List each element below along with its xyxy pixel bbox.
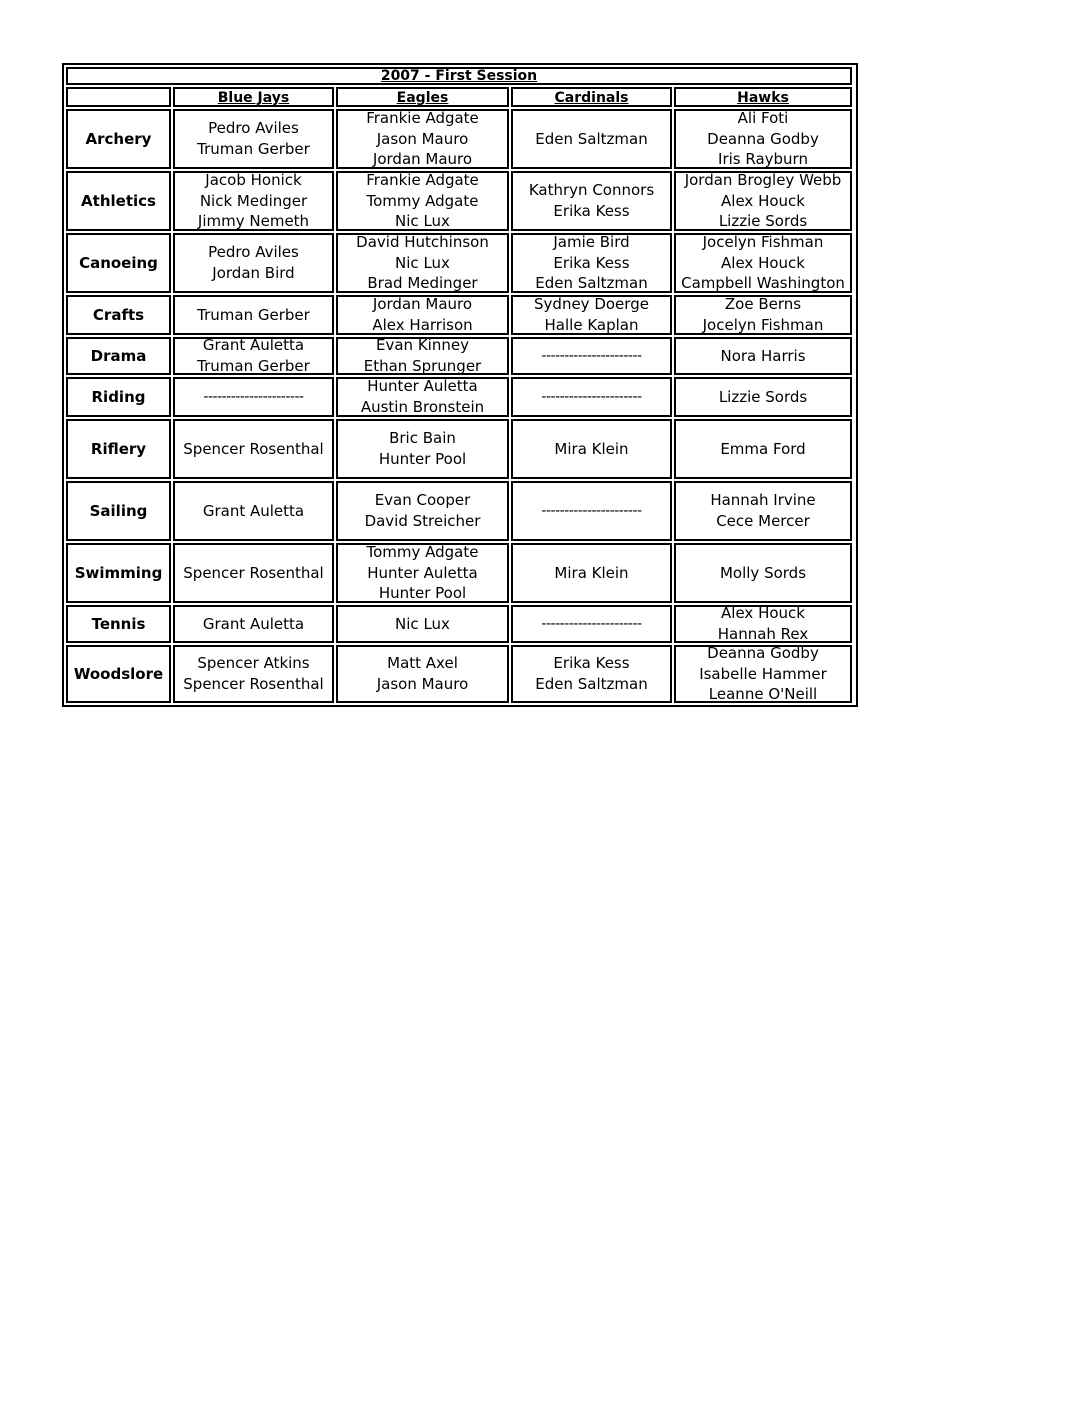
team-cell: [674, 377, 852, 417]
camper-name: Spencer Rosenthal: [183, 439, 324, 458]
team-cell: [511, 645, 672, 703]
camper-name: Hannah Rex: [717, 625, 809, 643]
camper-name: Alex Houck: [721, 605, 805, 623]
team-cell: [336, 109, 509, 169]
team-cell: [511, 337, 672, 375]
team-cell: [511, 419, 672, 479]
team-cell: [173, 377, 334, 417]
camper-name: Nic Lux: [395, 212, 450, 231]
camper-name: Leanne O'Neill: [708, 685, 818, 703]
team-cell: [336, 337, 509, 375]
team-cell: [674, 109, 852, 169]
team-cell: [336, 295, 509, 335]
team-cell: [511, 109, 672, 169]
team-cell: [674, 419, 852, 479]
camper-name: Erika Kess: [553, 253, 630, 272]
camper-name: Grant Auletta: [202, 337, 305, 355]
camper-name: Jocelyn Fishman: [702, 316, 824, 334]
activity-label: Drama: [66, 337, 171, 375]
team-cell: [336, 605, 509, 643]
column-header: Eagles: [336, 87, 509, 107]
camper-name: Jimmy Nemeth: [197, 212, 310, 231]
camper-name: Pedro Aviles: [208, 119, 299, 138]
team-cell: [674, 481, 852, 541]
team-cell: [173, 481, 334, 541]
team-cell: [173, 543, 334, 603]
camper-name: Alex Houck: [721, 191, 805, 210]
camper-name: Hunter Pool: [378, 584, 467, 603]
camper-name: Sydney Doerge: [534, 295, 649, 314]
camper-name: Jocelyn Fishman: [702, 233, 824, 252]
camper-name: Cece Mercer: [716, 512, 810, 530]
empty-placeholder: ----------------------: [541, 389, 642, 405]
camper-name: Halle Kaplan: [544, 316, 639, 334]
camper-name: Grant Auletta: [202, 614, 305, 633]
camper-name: Eden Saltzman: [535, 675, 648, 693]
table-title: 2007 - First Session: [66, 67, 852, 85]
camper-name: Pedro Aviles: [208, 243, 299, 262]
team-cell: [336, 171, 509, 231]
team-cell: [511, 481, 672, 541]
camper-name: Jordan Mauro: [372, 150, 473, 169]
camper-name: Spencer Atkins: [197, 654, 310, 673]
session-table: [62, 63, 858, 707]
camper-name: Emma Ford: [720, 439, 806, 458]
camper-name: Jason Mauro: [376, 129, 469, 148]
camper-name: Deanna Godby: [707, 129, 819, 148]
camper-name: Austin Bronstein: [360, 398, 485, 416]
team-cell: [511, 605, 672, 643]
camper-name: Deanna Godby: [707, 645, 819, 663]
camper-name: Truman Gerber: [197, 357, 310, 375]
table-grid: [66, 67, 854, 703]
activity-label: Woodslore: [66, 645, 171, 703]
camper-name: Ethan Sprunger: [363, 357, 482, 375]
team-cell: [674, 233, 852, 293]
empty-placeholder: ----------------------: [541, 503, 642, 519]
camper-name: Nick Medinger: [199, 191, 308, 210]
camper-name: Frankie Adgate: [366, 171, 479, 190]
camper-name: Mira Klein: [554, 439, 629, 458]
empty-placeholder: ----------------------: [541, 616, 642, 632]
team-cell: [511, 233, 672, 293]
camper-name: Ali Foti: [737, 109, 789, 128]
team-cell: [173, 337, 334, 375]
team-cell: [336, 645, 509, 703]
camper-name: Hannah Irvine: [710, 491, 816, 510]
column-header: Cardinals: [511, 87, 672, 107]
activity-label: Swimming: [66, 543, 171, 603]
team-cell: [173, 233, 334, 293]
team-cell: [173, 645, 334, 703]
team-cell: [336, 233, 509, 293]
camper-name: Nic Lux: [395, 614, 450, 633]
team-cell: [674, 171, 852, 231]
team-cell: [511, 295, 672, 335]
activity-label: Sailing: [66, 481, 171, 541]
team-cell: [173, 295, 334, 335]
camper-name: David Streicher: [364, 512, 481, 530]
team-cell: [674, 543, 852, 603]
camper-name: Jordan Bird: [212, 264, 295, 282]
team-cell: [511, 377, 672, 417]
team-cell: [336, 377, 509, 417]
camper-name: Hunter Auletta: [367, 563, 478, 582]
team-cell: [173, 171, 334, 231]
header-corner: [66, 87, 171, 107]
activity-label: Riding: [66, 377, 171, 417]
team-cell: [173, 419, 334, 479]
activity-label: Canoeing: [66, 233, 171, 293]
camper-name: Iris Rayburn: [718, 150, 808, 169]
camper-name: Grant Auletta: [202, 501, 305, 520]
column-header: Blue Jays: [173, 87, 334, 107]
activity-label: Crafts: [66, 295, 171, 335]
activity-label: Riflery: [66, 419, 171, 479]
camper-name: Alex Harrison: [372, 316, 473, 334]
team-cell: [674, 605, 852, 643]
camper-name: Nora Harris: [720, 346, 806, 365]
team-cell: [173, 109, 334, 169]
camper-name: Eden Saltzman: [535, 129, 648, 148]
camper-name: Jamie Bird: [553, 233, 630, 252]
team-cell: [336, 481, 509, 541]
camper-name: Zoe Berns: [724, 295, 802, 314]
camper-name: Jordan Brogley Webb: [684, 171, 842, 190]
camper-name: Tommy Adgate: [366, 543, 479, 562]
camper-name: Jason Mauro: [376, 675, 469, 693]
team-cell: [173, 605, 334, 643]
camper-name: Hunter Auletta: [367, 377, 478, 396]
empty-placeholder: ----------------------: [203, 389, 304, 405]
camper-name: Spencer Rosenthal: [183, 675, 324, 693]
camper-name: Truman Gerber: [197, 305, 310, 324]
camper-name: Alex Houck: [721, 253, 805, 272]
camper-name: Lizzie Sords: [718, 212, 808, 231]
column-header: Hawks: [674, 87, 852, 107]
team-cell: [511, 543, 672, 603]
camper-name: Nic Lux: [395, 253, 450, 272]
team-cell: [674, 337, 852, 375]
camper-name: Molly Sords: [719, 563, 807, 582]
camper-name: Kathryn Connors: [528, 181, 655, 200]
team-cell: [336, 543, 509, 603]
team-cell: [336, 419, 509, 479]
camper-name: Eden Saltzman: [535, 274, 648, 293]
activity-label: Tennis: [66, 605, 171, 643]
camper-name: Jordan Mauro: [372, 295, 473, 314]
team-cell: [674, 645, 852, 703]
camper-name: Evan Kinney: [376, 337, 469, 355]
empty-placeholder: ----------------------: [541, 348, 642, 364]
camper-name: Jacob Honick: [205, 171, 302, 190]
camper-name: Tommy Adgate: [366, 191, 479, 210]
camper-name: Evan Cooper: [374, 491, 471, 510]
camper-name: Lizzie Sords: [718, 387, 808, 406]
activity-label: Archery: [66, 109, 171, 169]
team-cell: [674, 295, 852, 335]
activity-label: Athletics: [66, 171, 171, 231]
camper-name: Isabelle Hammer: [699, 664, 827, 683]
team-cell: [511, 171, 672, 231]
camper-name: Erika Kess: [553, 654, 630, 673]
camper-name: David Hutchinson: [356, 233, 489, 252]
camper-name: Matt Axel: [387, 654, 458, 673]
camper-name: Hunter Pool: [378, 450, 467, 468]
camper-name: Campbell Washington: [681, 274, 845, 293]
camper-name: Spencer Rosenthal: [183, 563, 324, 582]
camper-name: Frankie Adgate: [366, 109, 479, 128]
camper-name: Brad Medinger: [367, 274, 478, 293]
camper-name: Mira Klein: [554, 563, 629, 582]
camper-name: Bric Bain: [389, 429, 456, 448]
camper-name: Truman Gerber: [197, 140, 310, 158]
camper-name: Erika Kess: [553, 202, 630, 220]
